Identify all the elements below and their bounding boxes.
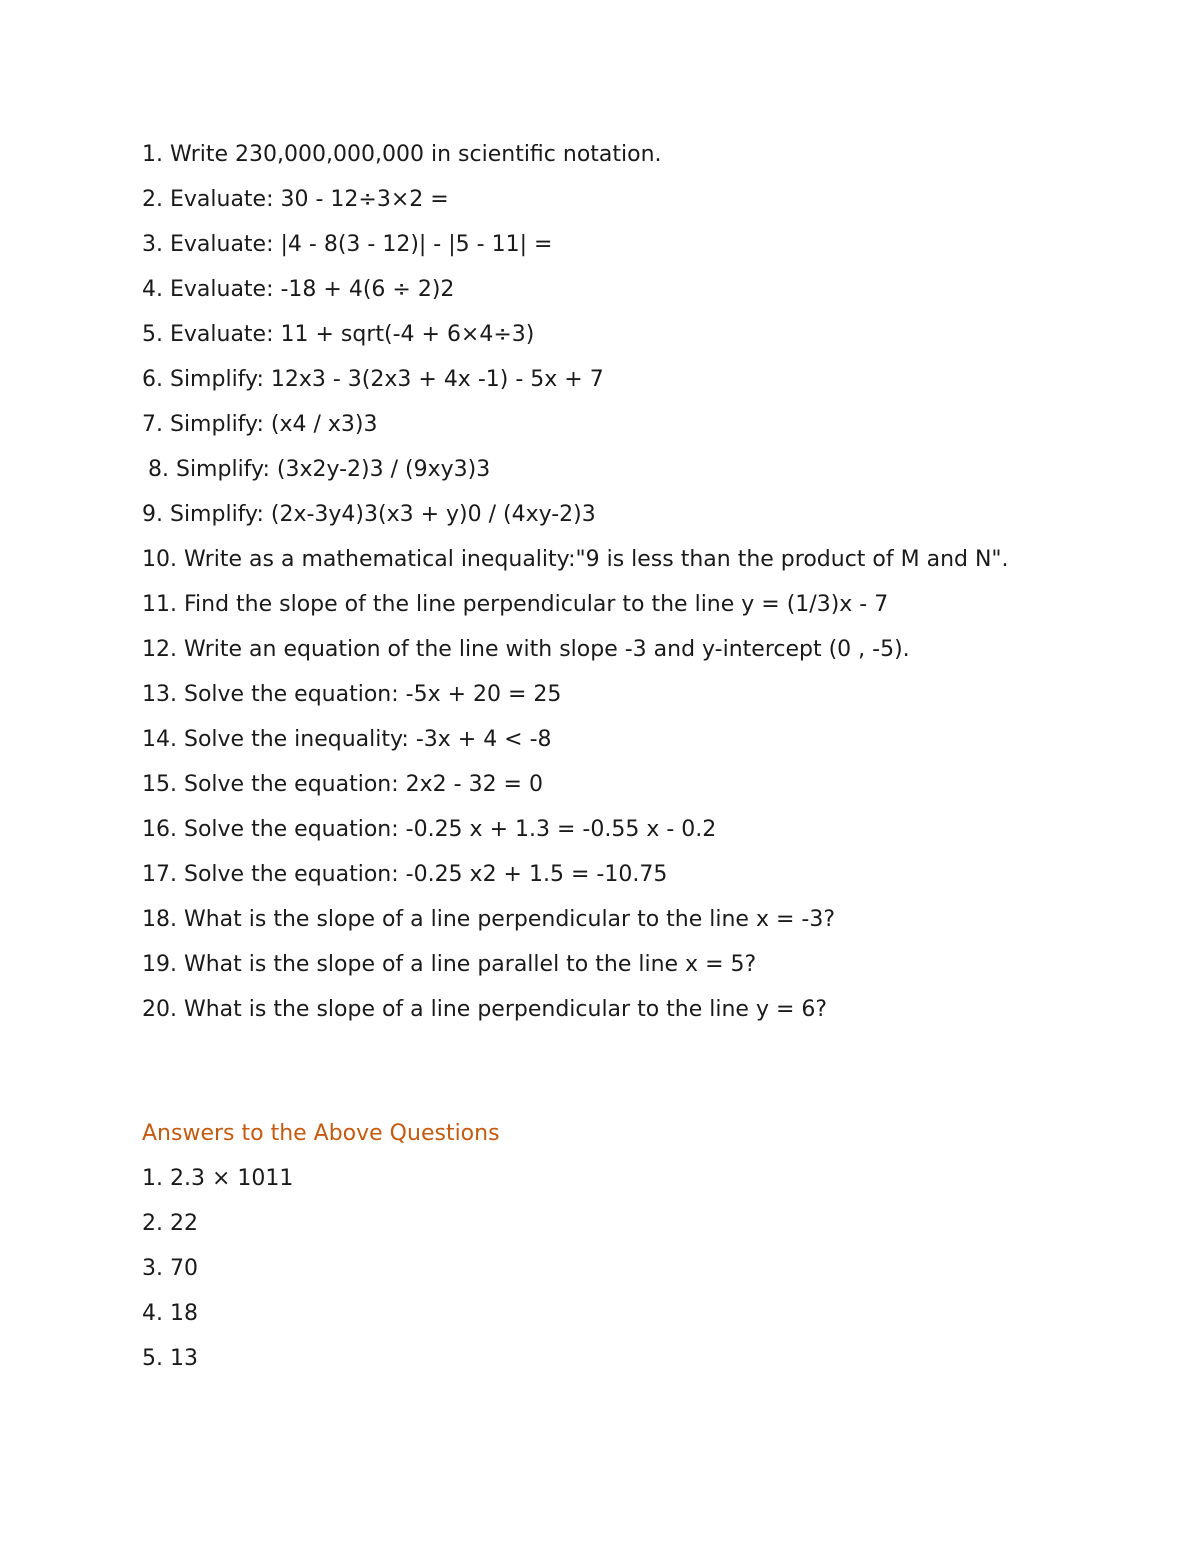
question-item-13: 13. Solve the equation: -5x + 20 = 25 <box>142 682 562 707</box>
answer-item-4: 4. 18 <box>142 1301 198 1326</box>
question-item-6: 6. Simplify: 12x3 - 3(2x3 + 4x -1) - 5x + 7 <box>142 367 604 392</box>
answer-item-5: 5. 13 <box>142 1346 198 1371</box>
question-item-18: 18. What is the slope of a line perpendicular to the line x = -3? <box>142 907 835 932</box>
question-item-11: 11. Find the slope of the line perpendicular to the line y = (1/3)x - 7 <box>142 592 889 617</box>
question-item-4: 4. Evaluate: -18 + 4(6 ÷ 2)2 <box>142 277 455 302</box>
question-item-9: 9. Simplify: (2x-3y4)3(x3 + y)0 / (4xy-2)3 <box>142 502 596 527</box>
question-item-12: 12. Write an equation of the line with slope -3 and y-intercept (0 , -5). <box>142 637 910 662</box>
question-item-19: 19. What is the slope of a line parallel to the line x = 5? <box>142 952 757 977</box>
question-item-5: 5. Evaluate: 11 + sqrt(-4 + 6×4÷3) <box>142 322 535 347</box>
question-item-2: 2. Evaluate: 30 - 12÷3×2 = <box>142 187 449 212</box>
question-item-20: 20. What is the slope of a line perpendicular to the line y = 6? <box>142 997 828 1022</box>
question-item-15: 15. Solve the equation: 2x2 - 32 = 0 <box>142 772 543 797</box>
answer-item-3: 3. 70 <box>142 1256 198 1281</box>
question-item-14: 14. Solve the inequality: -3x + 4 < -8 <box>142 727 552 752</box>
question-item-16: 16. Solve the equation: -0.25 x + 1.3 = -0.55 x - 0.2 <box>142 817 717 842</box>
question-item-3: 3. Evaluate: |4 - 8(3 - 12)| - |5 - 11| = <box>142 232 553 257</box>
question-list <box>142 140 1042 1040</box>
question-item-17: 17. Solve the equation: -0.25 x2 + 1.5 = -10.75 <box>142 862 668 887</box>
question-item-7: 7. Simplify: (x4 / x3)3 <box>142 412 378 437</box>
answer-item-2: 2. 22 <box>142 1211 198 1236</box>
answer-item-1: 1. 2.3 × 1011 <box>142 1166 294 1191</box>
question-item-1: 1. Write 230,000,000,000 in scientific notation. <box>142 142 662 167</box>
answers-heading: Answers to the Above Questions <box>142 1121 500 1146</box>
question-item-8: 8. Simplify: (3x2y-2)3 / (9xy3)3 <box>148 457 491 482</box>
question-item-10: 10. Write as a mathematical inequality:"9 is less than the product of M and N". <box>142 547 1009 572</box>
answer-list <box>142 1164 1042 1389</box>
